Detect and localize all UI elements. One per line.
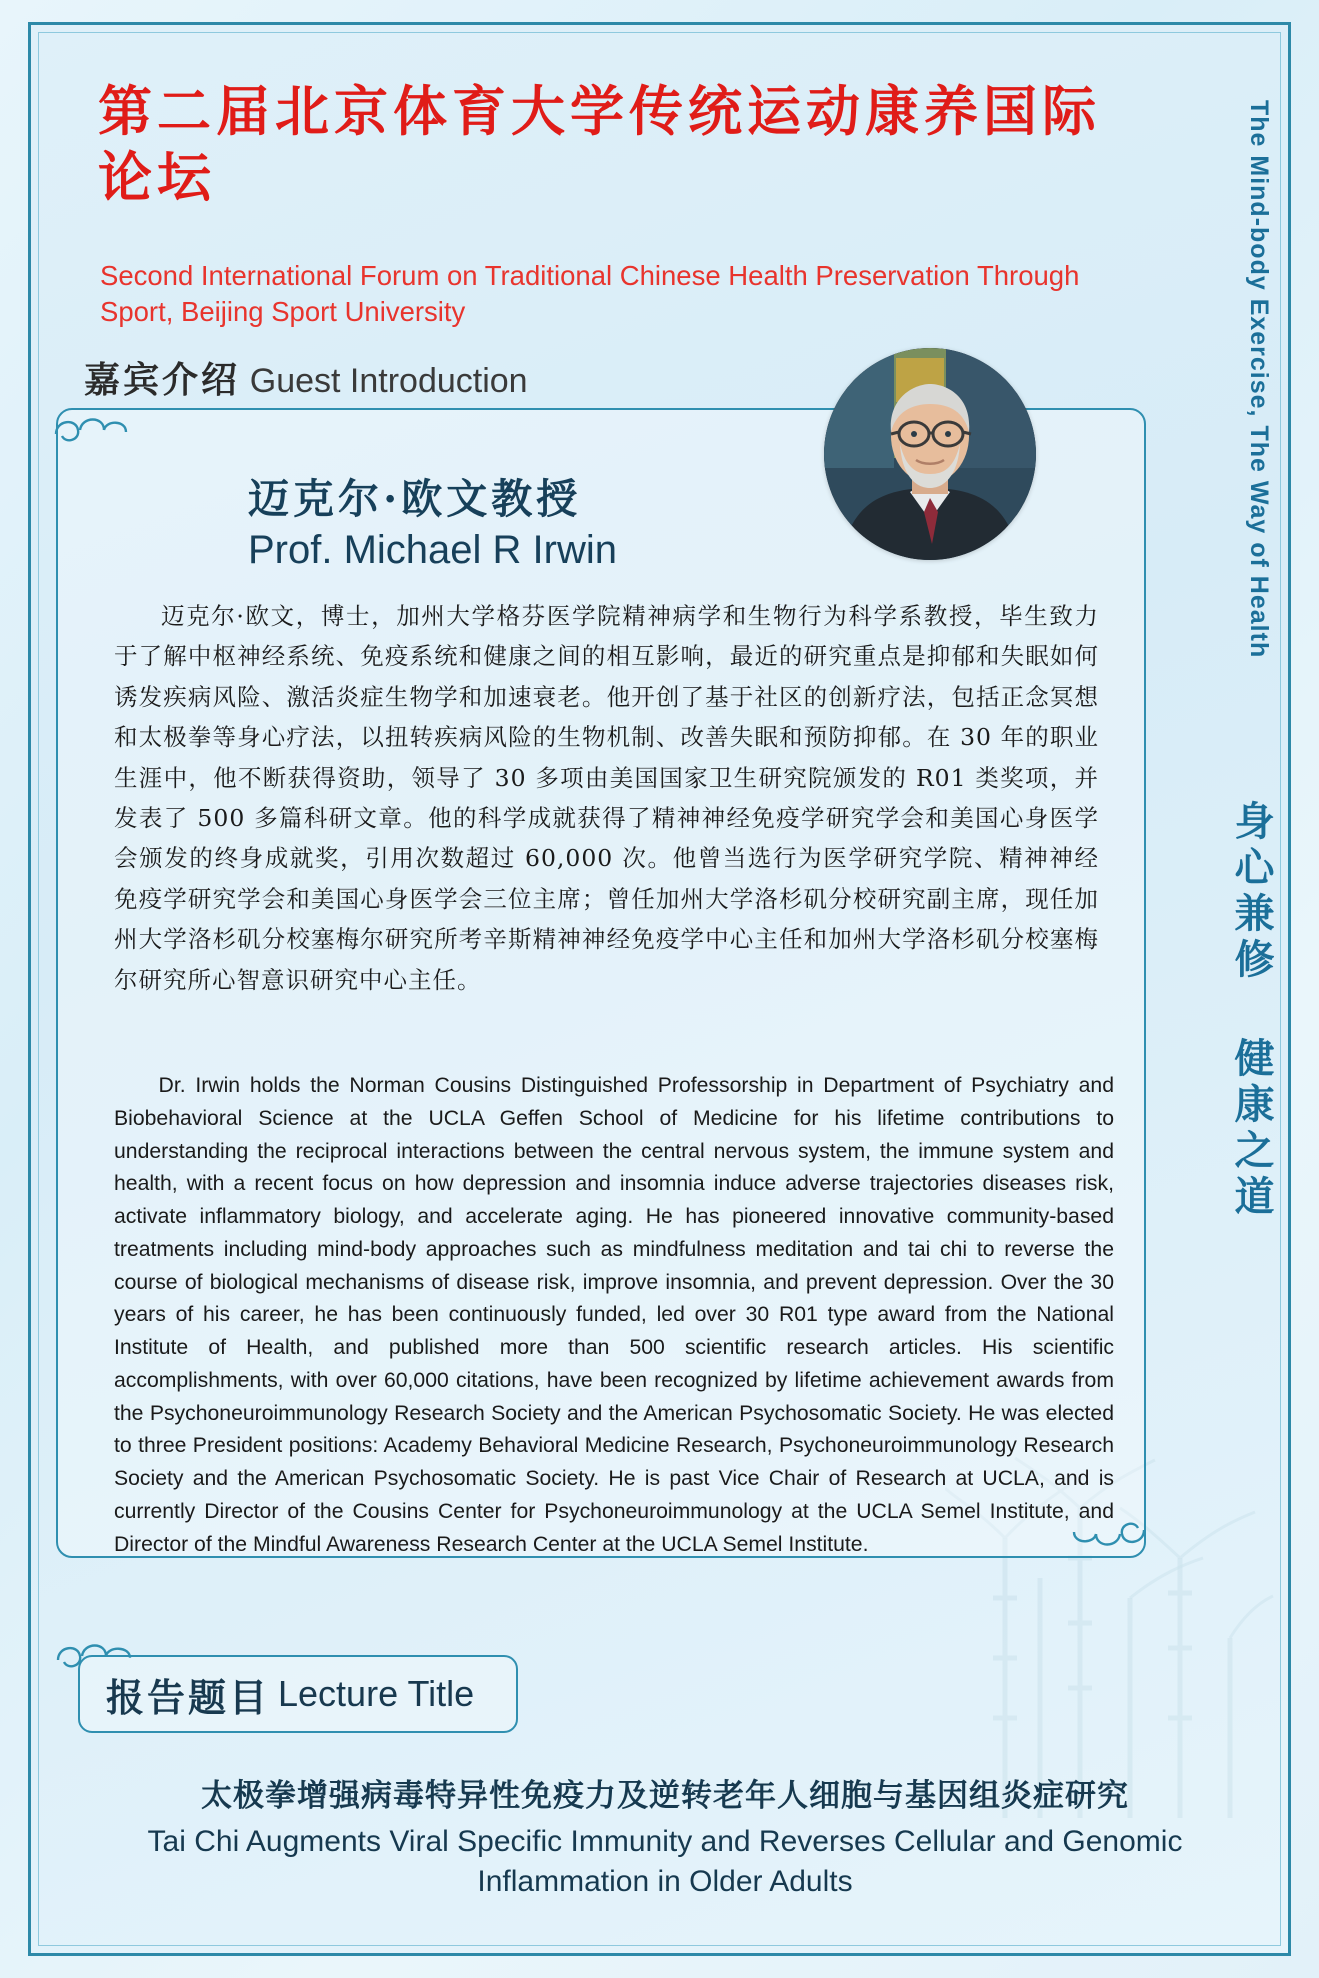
lecture-title-en: Tai Chi Augments Viral Specific Immunity and Reverses Cellular and Genomic Inflammation in Older Adults — [147, 1825, 1183, 1898]
section-heading-en: Guest Introduction — [249, 362, 528, 400]
lecture-label-en: Lecture Title — [278, 1673, 475, 1714]
guest-bio-cn: 迈克尔·欧文，博士，加州大学格芬医学院精神病学和生物行为科学系教授，毕生致力于了解中枢神经系统、免疫系统和健康之间的相互影响，最近的研究重点是抑郁和失眠如何诱发疾病风险、激活炎症生物学和加速衰老。他开创了基于社区的创新疗法，包括正念冥想和太极拳等身心疗法，以扭转疾病风险的生物机制、改善失眠和预防抑郁。在 30 年的职业生涯中，他不断获得资助，领导了 30 多项由美国国家卫生研究院颁发的 R01 类奖项，并发表了 500 多篇科研文章。他的科学成就获得了精神神经免疫学研究学会和美国心身医学会颁发的终身成就奖，引用次数超过 60,000 次。他曾当选行为医学研究学院、精神神经免疫学研究学会和美国心身医学会三位主席；曾任加州大学洛杉矶分校研究副主席，现任加州大学洛杉矶分校塞梅尔研究所考辛斯精神神经免疫学中心主任和加州大学洛杉矶分校塞梅尔研究所心智意识研究中心主任。 — [114, 602, 1099, 994]
guest-bio-en: Dr. Irwin holds the Norman Cousins Distinguished Professorship in Department of Psychiatry and Biobehavioral Science at the UCLA Geffen School of Medicine for his lifetime contributions to understanding the reciprocal interactions between the central nervous system, the immune system and health, with a recent focus on how depression and insomnia induce adverse trajectories diseases risk, activate inflammatory biology, and accelerate aging. He has pioneered innovative community-based treatments including mind-body approaches such as mindfulness meditation and tai chi to reverse the course of biological mechanisms of disease risk, improve insomnia, and prevent depression. Over the 30 years of his career, he has been continuously funded, led over 30 R01 type award from the National Institute of Health, and published more than 500 scientific research articles. His scientific accomplishments, with over 60,000 citations, have been recognized by lifetime achievement awards from the Psychoneuroimmunology Research Society and the American Psychosomatic Society. He was elected to three President positions: Academy Behavioral Medicine Research, Psychoneuroimmunology Research Society and the American Psychosomatic Society. He is past Vice Chair of Research at UCLA, and is currently Director of the Cousins Center for Psychoneuroimmunology at the UCLA Semel Institute, and Director of the Mindful Awareness Research Center at the UCLA Semel Institute. — [114, 1074, 1114, 1556]
guest-portrait — [824, 348, 1036, 560]
section-heading-cn: 嘉宾介绍 — [84, 359, 241, 401]
side-slogan-en: The Mind-body Exercise, The Way of Health — [1245, 100, 1273, 659]
lecture-label-cn: 报告题目 — [106, 1674, 271, 1720]
portrait-illustration-icon — [824, 348, 1036, 560]
side-slogan-cn: 身心兼修 健康之道 — [1228, 800, 1275, 1221]
poster-title-en: Second International Forum on Traditional Chinese Health Preservation Through Sport, Beijing Sport University — [100, 260, 1080, 328]
guest-name-en: Prof. Michael R Irwin — [248, 528, 617, 572]
guest-card — [56, 408, 1146, 1558]
lecture-title-label-box — [78, 1655, 518, 1733]
guest-name-cn: 迈克尔·欧文教授 — [248, 475, 582, 523]
section-heading — [84, 352, 528, 403]
lecture-title-cn: 太极拳增强病毒特异性免疫力及逆转老年人细胞与基因组炎症研究 — [201, 1778, 1129, 1814]
cloud-ornament-icon — [52, 404, 132, 450]
poster-title-cn: 第二届北京体育大学传统运动康养国际论坛 — [98, 79, 1101, 210]
